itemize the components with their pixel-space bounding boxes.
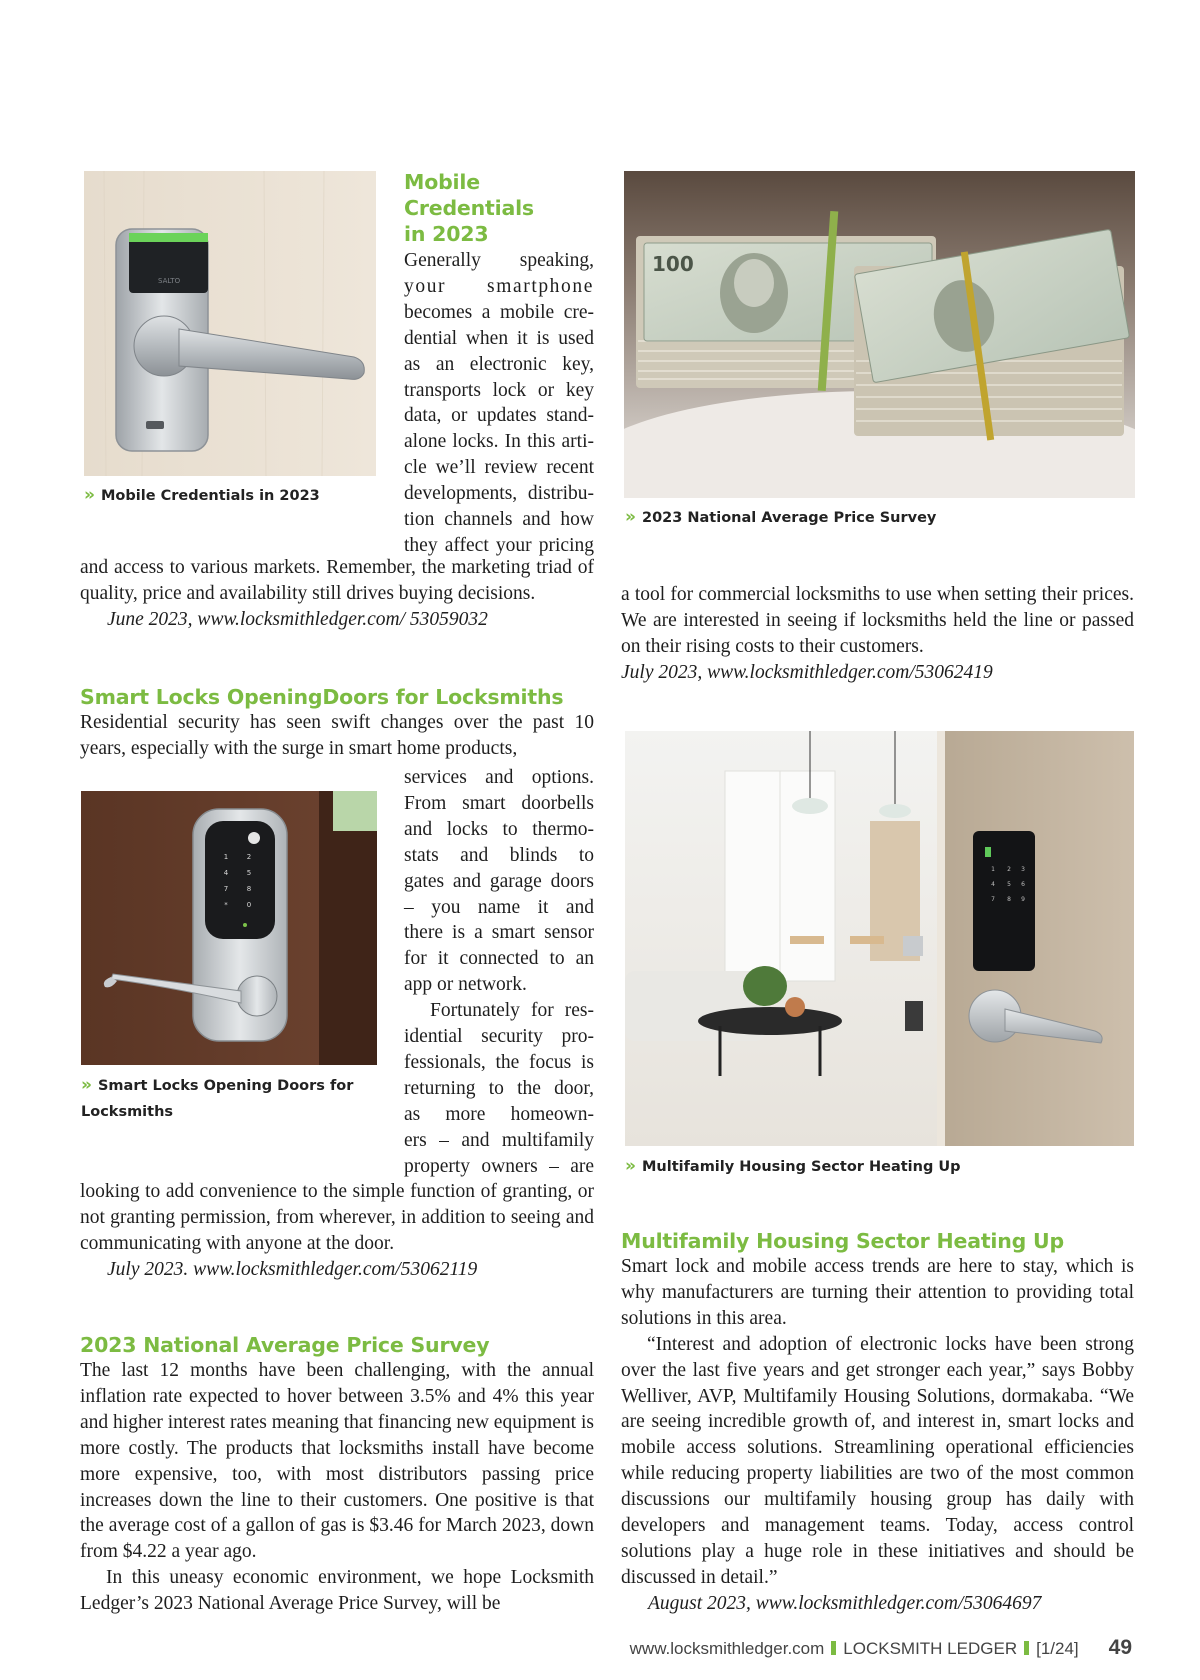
salto-logo: SALTO — [158, 277, 181, 285]
article3-para1: The last 12 months have been challenging, with the annual inflation rate expected to hover between 3.5% and 4% this year and higher interest rates meaning that financing new equipment is more costly. The products that locksmiths install have become more expensive, too, with most distributors passing price increases down the line to their customers. One positive is that the average cost of a gallon of gas is $3.46 for March 2023, down from $4.22 a year ago. — [80, 1360, 594, 1563]
footer-magazine: LOCKSMITH LEDGER — [843, 1639, 1018, 1658]
page-footer — [630, 1636, 1132, 1660]
article2-narrow-text: services and options. From smart doorbells and locks to thermo- stats and blinds to gates and garage doors – you name it and there is a smart sensor for it connected to an app or network. Fortunately for res- idential security pro- fessionals, the focus is returning to the door, as more homeown- ers – and multifamily property owners – are — [404, 767, 594, 1177]
chevron-right-icon: » — [81, 1075, 92, 1095]
svg-text:0: 0 — [246, 901, 252, 909]
footer-divider — [1024, 1641, 1029, 1655]
svg-text:8: 8 — [246, 885, 252, 893]
article4-title: Multifamily Housing Sector Heating Up — [621, 1229, 1064, 1253]
svg-text:5: 5 — [1007, 881, 1011, 888]
svg-text:4: 4 — [991, 881, 995, 888]
article2-intro: Residential security has seen swift changes over the past 10 years, especially with the surge in smart home products, — [80, 712, 594, 759]
article1-title: Mobile Credentials in 2023 — [404, 170, 534, 246]
chevron-right-icon: » — [625, 1156, 636, 1176]
article1-wide-text: and access to various markets. Remember, the marketing triad of quality, price and availability still drives buying decisions. — [80, 557, 594, 604]
svg-text:6: 6 — [1021, 881, 1025, 888]
article3-continued: a tool for commercial locksmiths to use when setting their prices. We are interested in seeing if locksmiths held the line or passed on their rising costs to their customers. — [621, 584, 1134, 657]
article3-para2: In this uneasy economic environment, we hope Locksmith Ledger’s 2023 National Average Price Survey, will be — [80, 1567, 594, 1615]
svg-text:7: 7 — [991, 896, 995, 903]
article2-wide-text: looking to add convenience to the simple function of granting, or not granting permission, from wherever, in addition to seeing and communicating with anyone at the door. — [80, 1181, 594, 1254]
article4-para1: Smart lock and mobile access trends are here to stay, which is why manufacturers are turning their attention to providing total solutions in this area. — [621, 1256, 1134, 1329]
article2-citation: July 2023. www.locksmithledger.com/53062119 — [107, 1258, 478, 1280]
article4-citation: August 2023, www.locksmithledger.com/53064697 — [648, 1592, 1042, 1614]
svg-text:7: 7 — [223, 885, 229, 893]
svg-text:5: 5 — [246, 869, 252, 877]
footer-issue: [1/24] — [1036, 1639, 1079, 1658]
price-survey-image — [624, 171, 1135, 498]
mobile-credentials-image — [84, 171, 376, 476]
svg-text:1: 1 — [223, 853, 229, 861]
chevron-right-icon: » — [84, 485, 95, 505]
svg-text:8: 8 — [1007, 896, 1011, 903]
article1-citation: June 2023, www.locksmithledger.com/ 53059032 — [107, 608, 488, 630]
svg-text:2: 2 — [246, 853, 252, 861]
bill-value-left: 100 — [652, 252, 694, 276]
svg-text:2: 2 — [1007, 866, 1011, 873]
svg-text:1: 1 — [991, 866, 995, 873]
article1-column — [404, 169, 594, 559]
smart-lock-image — [81, 791, 377, 1065]
svg-text:*: * — [224, 901, 228, 909]
price-survey-caption: » 2023 National Average Price Survey — [625, 507, 937, 527]
smart-lock-caption: » Smart Locks Opening Doors for Locksmiths — [81, 1075, 354, 1120]
mobile-credentials-caption: » Mobile Credentials in 2023 — [84, 485, 320, 505]
article1-narrow-text: Generally speaking, your smartphone becomes a mobile cre- dential when it is used as an electronic key, transports lock or key data, or updates stand- alone locks. In this arti- cle we’ll review recent developments, distribu- tion channels and how they affect your pricing — [404, 250, 594, 556]
svg-text:9: 9 — [1021, 896, 1025, 903]
article2-title: Smart Locks OpeningDoors for Locksmiths — [80, 685, 564, 709]
page-number: 49 — [1108, 1636, 1132, 1659]
article3-citation: July 2023, www.locksmithledger.com/53062419 — [621, 661, 993, 683]
chevron-right-icon: » — [625, 507, 636, 527]
svg-text:4: 4 — [223, 869, 229, 877]
svg-text:3: 3 — [1021, 866, 1025, 873]
footer-divider — [831, 1641, 836, 1655]
article4-para2: “Interest and adoption of electronic locks have been strong over the last five years and get stronger each year,” says Bobby Welliver, AVP, Multifamily Housing Solutions, dormakaba. “We are seeing incredible growth of, and interest in, smart locks and mobile access solutions. Streamlining operational efficiencies while reducing property liabilities are two of the most common discussions our multifamily housing group has daily with developers and management teams. Today, access control solutions play a huge role in these initiatives and should be discussed in detail.” — [621, 1333, 1134, 1588]
article3-title: 2023 National Average Price Survey — [80, 1333, 490, 1357]
footer-url: www.locksmithledger.com — [629, 1639, 825, 1658]
multifamily-image — [625, 731, 1134, 1146]
multifamily-caption: » Multifamily Housing Sector Heating Up — [625, 1156, 961, 1176]
